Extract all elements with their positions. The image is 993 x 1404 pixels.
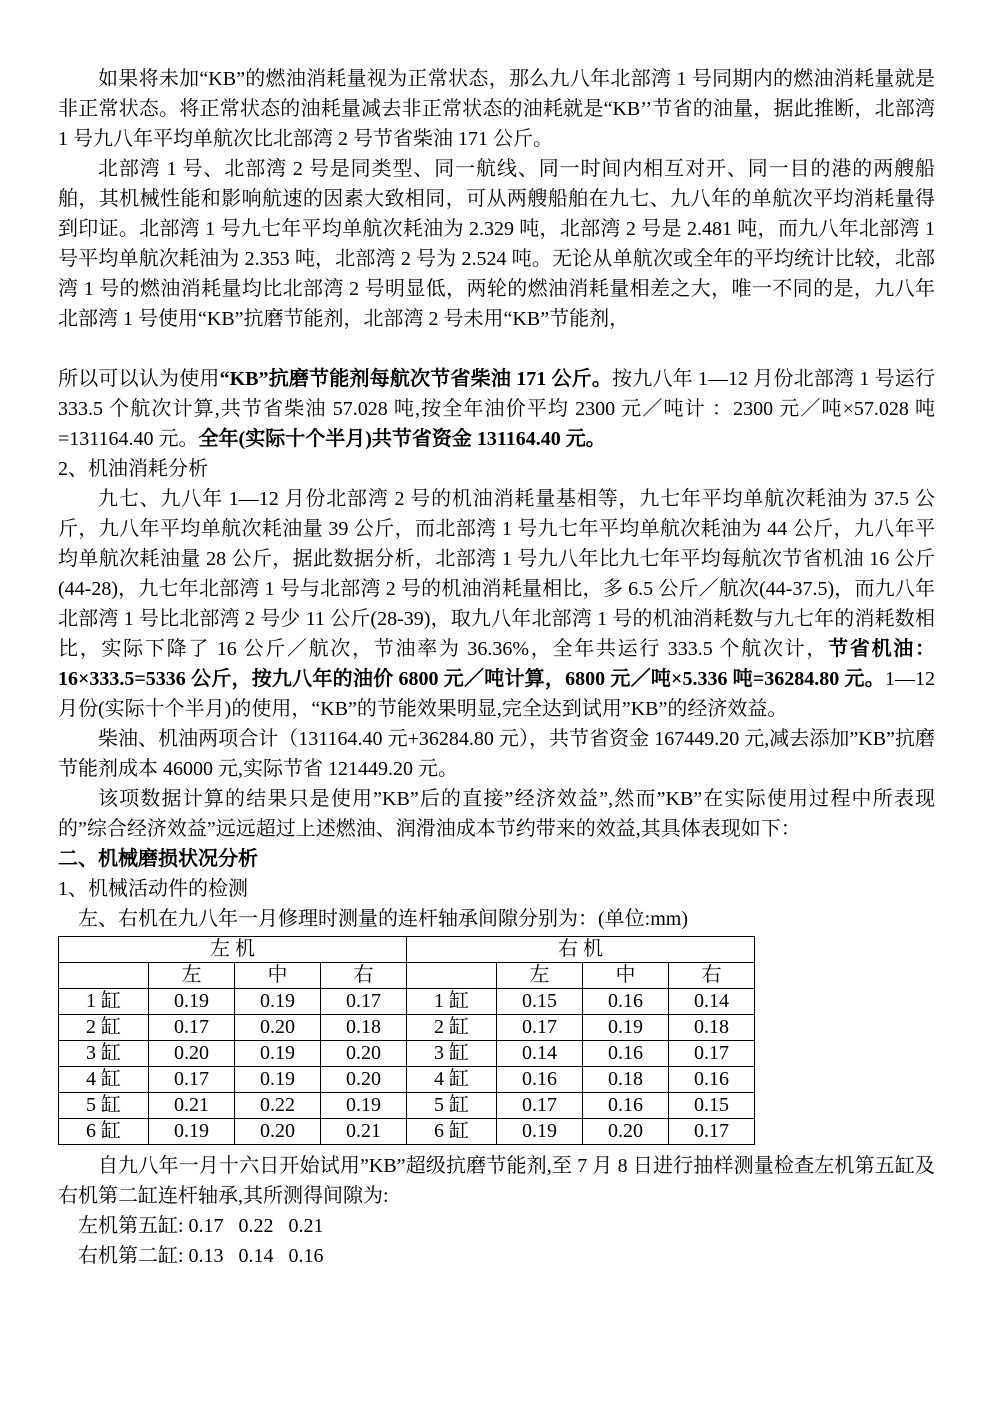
table-cell-value: 0.17 [497,1015,583,1041]
table-cell-value: 0.21 [149,1093,235,1119]
table-cell-value: 0.20 [321,1067,407,1093]
table-cell-value: 0.19 [149,989,235,1015]
table-cell-value: 0.20 [235,1015,321,1041]
table-cell-value: 0.14 [669,989,755,1015]
table-cell-value: 0.16 [583,1093,669,1119]
engine-oil-analysis-heading [58,454,935,484]
table-group-header-row [59,937,755,963]
table-cell-subheader [59,963,149,989]
table-cell-value: 0.17 [149,1067,235,1093]
comprehensive-benefit-paragraph [58,784,935,844]
table-cell-value: 0.19 [235,989,321,1015]
bold-text-run: “KB”抗磨节能剂每航次节省柴油 171 公斤。 [219,368,613,390]
text-run: 2、机油消耗分析 [58,458,208,480]
table-cell-cylinder-label: 1 缸 [407,989,497,1015]
table-cell-value: 0.19 [497,1119,583,1145]
text-run: 九七、九八年 1—12 月份北部湾 2 号的机油消耗量基相等，九七年平均单航次耗油为 37.5 公斤，九八年平均单航次耗油量 39 公斤，而北部湾 1 号九七年平均单航次耗油为 44 公斤，九八年平均单航次耗油量 28 公斤，据此数据分析，北部湾 1 号九八年比九七年平均每航次节省机油 16 公斤(44-28)，九七年北部湾 1 号与北部湾 2 号的机油消耗量相比，多 6.5 公斤／航次(44-37.5)，而九八年北部湾 1 号比北部湾 2 号少 11 公斤(28-39)，取九八年北部湾 1 号的机油消耗数与九七年的消耗数相比，实际下降了 16 公斤／航次，节油率为 36.36%，全年共运行 333.5 个航次计， [58,488,935,660]
table-cell-cylinder-label: 4 缸 [407,1067,497,1093]
left-engine-cyl5-measurement-line [58,1211,935,1241]
table-cell-value: 0.18 [669,1015,755,1041]
table-cell-value: 0.20 [583,1119,669,1145]
table-cell-subheader: 中 [235,963,321,989]
table-cell-cylinder-label: 4 缸 [59,1067,149,1093]
table-cell-value: 0.17 [321,989,407,1015]
total-saving-paragraph [58,724,935,784]
diesel-saving-conclusion-paragraph [58,364,941,454]
table-row [59,989,755,1015]
table-cell-value: 0.17 [149,1015,235,1041]
text-run: 如果将未加“KB”的燃油消耗量视为正常状态，那么九八年北部湾 1 号同期内的燃油消耗量就是非正常状态。将正常状态的油耗量减去非正常状态的油耗就是“KB’’节省的油量，据此推断，北部湾 1 号九八年平均单航次比北部湾 2 号节省柴油 171 公斤。 [58,68,940,150]
text-run: 左、右机在九八年一月修理时测量的连杆轴承间隙分别为：(单位:mm) [78,908,688,930]
table-cell-cylinder-label: 6 缸 [407,1119,497,1145]
table-cell-value: 0.20 [149,1041,235,1067]
bold-text-run: 节省机油：16×333.5=5336 公斤，按九八年的油价 6800 元／吨计算，6800 元／吨×5.336 吨=36284.80 元。 [58,638,936,690]
table-cell-value: 0.16 [583,989,669,1015]
table-cell-value: 0.16 [583,1041,669,1067]
table-row [59,1067,755,1093]
text-run: 该项数据计算的结果只是使用”KB”后的直接”经济效益”,然而”KB”在实际使用过程中所表现的”综合经济效益”远远超过上述燃油、润滑油成本节约带来的效益,其具体表现如下： [58,788,935,840]
text-run: 所以可以认为使用 [58,368,220,390]
table-cell-subheader: 中 [583,963,669,989]
table-cell-cylinder-label: 5 缸 [59,1093,149,1119]
table-cell-subheader [407,963,497,989]
blank-line [58,334,935,364]
table-cell-cylinder-label: 2 缸 [59,1015,149,1041]
table-cell-cylinder-label: 6 缸 [59,1119,149,1145]
table-cell-subheader: 右 [321,963,407,989]
table-cell-cylinder-label: 3 缸 [59,1041,149,1067]
table-cell-value: 0.15 [669,1093,755,1119]
table-cell-value: 0.18 [583,1067,669,1093]
table-cell-right-engine-header: 右 机 [407,937,755,963]
table-cell-value: 0.19 [321,1093,407,1119]
text-run: 柴油、机油两项合计（131164.40 元+36284.80 元），共节省资金 167449.20 元,减去添加”KB”抗磨节能剂成本 46000 元,实际节省 121449.20 元。 [58,728,935,780]
table-subheader-row [59,963,755,989]
table-cell-value: 0.17 [669,1041,755,1067]
table-cell-value: 0.14 [497,1041,583,1067]
table-cell-cylinder-label: 1 缸 [59,989,149,1015]
table-row [59,1093,755,1119]
wear-analysis-heading [58,844,935,874]
engine-oil-analysis-paragraph [58,484,940,724]
text-run: 北部湾 1 号、北部湾 2 号是同类型、同一航线、同一时间内相互对开、同一目的港的两艘船舶，其机械性能和影响航速的因素大致相同，可从两艘船舶在九七、九八年的单航次平均消耗量得到印证。北部湾 1 号九七年平均单航次耗油为 2.329 吨，北部湾 2 号是 2.481 吨，而九八年北部湾 1 号平均单航次耗油为 2.353 吨，北部湾 2 号为 2.524 吨。无论从单航次或全年的平均统计比较，北部湾 1 号的燃油消耗量均比北部湾 2 号明显低，两轮的燃油消耗量相差之大，唯一不同的是，九八年北部湾 1 号使用“KB”抗磨节能剂，北部湾 2 号未用“KB”节能剂， [58,158,940,330]
table-cell-cylinder-label: 5 缸 [407,1093,497,1119]
right-engine-cyl2-measurement-line [58,1241,935,1271]
table-cell-value: 0.15 [497,989,583,1015]
fuel-normal-state-paragraph [58,64,940,154]
table-row [59,1015,755,1041]
table-cell-value: 0.19 [235,1041,321,1067]
table-cell-value: 0.18 [321,1015,407,1041]
table-cell-value: 0.17 [669,1119,755,1145]
table-caption [58,904,935,934]
moving-parts-check-heading [58,874,935,904]
table-cell-subheader: 左 [497,963,583,989]
document-body [58,64,941,1271]
table-cell-subheader: 左 [149,963,235,989]
table-row [59,1119,755,1145]
text-run: 1—12 月份(实际十个半月)的使用，“KB”的节能效果明显,完全达到试用”KB”的经济效益。 [58,668,940,720]
table-cell-value: 0.20 [235,1119,321,1145]
table-cell-value: 0.16 [669,1067,755,1093]
text-run: 按九八年 1—12 月份北部湾 1 号运行 333.5 个航次计算,共节省柴油 57.028 吨,按全年油价平均 2300 元／吨计 ：2300 元／吨×57.028 吨=131164.40 元。 [58,368,941,450]
text-run: 1、机械活动件的检测 [58,878,248,900]
table-cell-subheader: 右 [669,963,755,989]
table-cell-value: 0.17 [497,1093,583,1119]
trial-measurement-paragraph [58,1151,935,1211]
bearing-clearance-table [58,936,755,1145]
ship-comparison-paragraph [58,154,940,334]
table-cell-value: 0.19 [235,1067,321,1093]
bold-text-run: 全年(实际十个半月)共节省资金 131164.40 元。 [198,428,606,450]
table-cell-value: 0.19 [149,1119,235,1145]
table-cell-left-engine-header: 左 机 [59,937,407,963]
table-cell-value: 0.20 [321,1041,407,1067]
text-run: 左机第五缸: 0.17 0.22 0.21 [78,1215,324,1237]
table-cell-value: 0.16 [497,1067,583,1093]
text-run: 右机第二缸: 0.13 0.14 0.16 [78,1245,324,1267]
table-cell-value: 0.21 [321,1119,407,1145]
bold-text-run: 二、机械磨损状况分析 [58,848,258,870]
table-cell-cylinder-label: 3 缸 [407,1041,497,1067]
text-run: 自九八年一月十六日开始试用”KB”超级抗磨节能剂,至 7 月 8 日进行抽样测量检查左机第五缸及右机第二缸连杆轴承,其所测得间隙为: [58,1155,935,1207]
table-cell-value: 0.22 [235,1093,321,1119]
table-cell-value: 0.19 [583,1015,669,1041]
table-row [59,1041,755,1067]
table-cell-cylinder-label: 2 缸 [407,1015,497,1041]
